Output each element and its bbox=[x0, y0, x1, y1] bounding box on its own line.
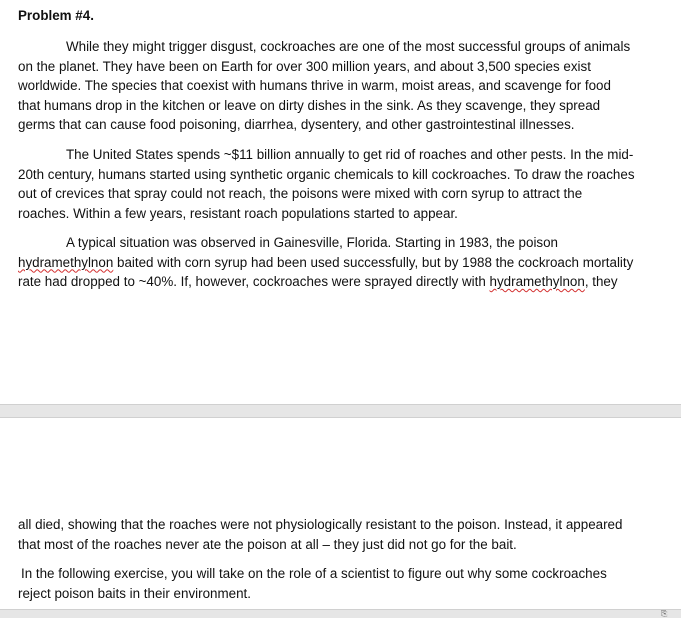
spellcheck-flagged-word[interactable]: hydramethylnon bbox=[489, 274, 585, 289]
paragraph-line: In the following exercise, you will take on the role of a scientist to figure out why some cockroaches bbox=[21, 566, 607, 581]
paragraph-text: , they bbox=[584, 274, 618, 289]
paragraph-text: rate had dropped to ~40%. If, however, cockroaches were sprayed directly with bbox=[18, 274, 490, 289]
paragraph-line: reject poison baits in their environment. bbox=[18, 585, 251, 601]
spellcheck-flagged-word[interactable]: hydramethylnon bbox=[18, 254, 114, 270]
paragraph-line: on the planet. They have been on Earth for over 300 million years, and about 3,500 species exist bbox=[18, 58, 591, 74]
paragraph-line: germs that can cause food poisoning, diarrhea, dysentery, and other gastrointestinal illnesses. bbox=[18, 117, 575, 132]
paragraph-line: all died, showing that the roaches were not physiologically resistant to the poison. Instead, it appeared bbox=[18, 517, 623, 532]
document-page-2 bbox=[0, 418, 681, 610]
paragraph-line: 20th century, humans started using synthetic organic chemicals to kill cockroaches. To draw the roaches bbox=[18, 166, 635, 182]
paragraph-line bbox=[18, 253, 648, 273]
paragraph-line: worldwide. The species that coexist with humans thrive in warm, moist areas, and scavenge for food bbox=[18, 78, 611, 93]
paragraph-1 bbox=[18, 37, 648, 135]
paragraph-text: baited with corn syrup had been used successfully, but by 1988 the cockroach mortality bbox=[113, 254, 634, 270]
paste-options-icon[interactable]: ⎘ bbox=[661, 609, 668, 618]
paragraph-5 bbox=[18, 564, 651, 603]
page-break-gap bbox=[0, 404, 681, 418]
page-break-gap-bottom bbox=[0, 609, 681, 618]
paragraph-line bbox=[18, 272, 648, 292]
paragraph-line: A typical situation was observed in Gainesville, Florida. Starting in 1983, the poison bbox=[66, 235, 559, 250]
paragraph-4 bbox=[18, 515, 648, 554]
paragraph-line: that most of the roaches never ate the poison at all – they just did not go for the bait. bbox=[18, 536, 517, 552]
paragraph-line: The United States spends ~$11 billion annually to get rid of roaches and other pests. In the mid- bbox=[66, 147, 634, 162]
paragraph-line: that humans drop in the kitchen or leave on dirty dishes in the sink. As they scavenge, they spread bbox=[18, 97, 601, 113]
paragraph-line: roaches. Within a few years, resistant roach populations started to appear. bbox=[18, 205, 458, 221]
paragraph-line: out of crevices that spray could not reach, the poisons were mixed with corn syrup to attract the bbox=[18, 186, 583, 201]
paragraph-line: While they might trigger disgust, cockroaches are one of the most successful groups of animals bbox=[66, 39, 631, 54]
paragraph-3 bbox=[18, 233, 648, 292]
paragraph-2 bbox=[18, 145, 648, 223]
problem-heading: Problem #4. bbox=[18, 8, 94, 23]
